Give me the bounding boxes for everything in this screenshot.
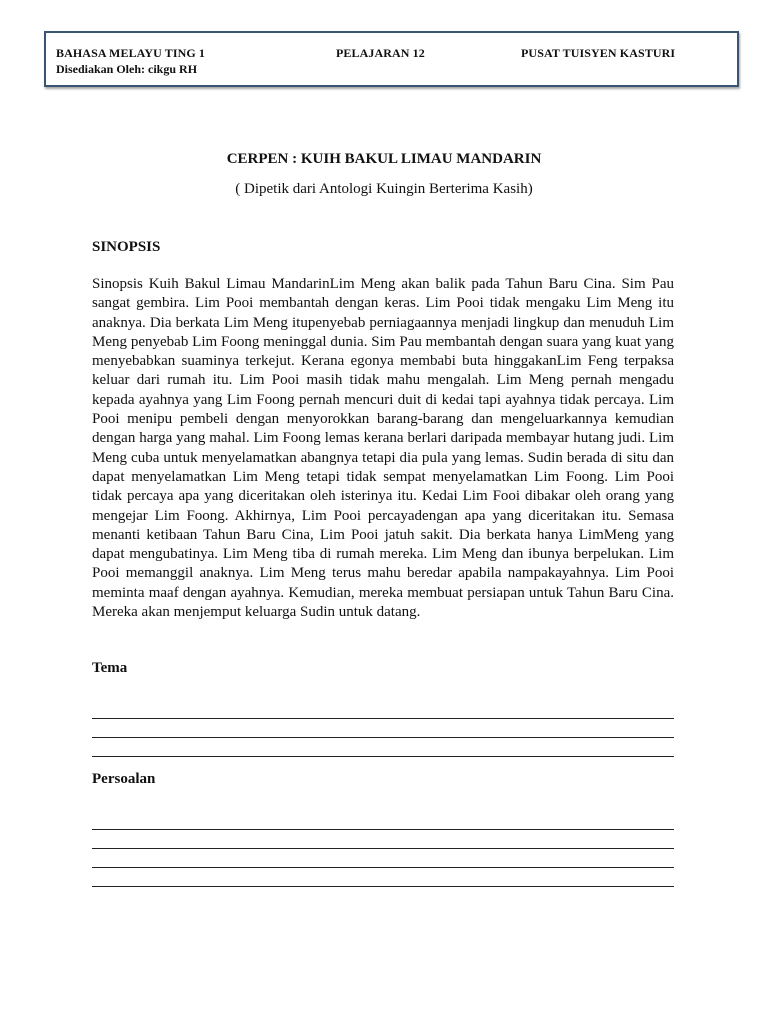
document-subtitle: ( Dipetik dari Antologi Kuingin Berterima Kasih)	[235, 181, 533, 197]
header-box	[44, 31, 739, 87]
tema-answer-line[interactable]	[92, 738, 674, 757]
persoalan-answer-line[interactable]	[92, 830, 674, 849]
persoalan-answer-line[interactable]	[92, 849, 674, 868]
tema-heading: Tema	[92, 660, 128, 676]
persoalan-heading: Persoalan	[92, 771, 156, 787]
header-prepared-by: Disediakan Oleh: cikgu RH	[56, 62, 198, 76]
persoalan-answer-line[interactable]	[92, 868, 674, 887]
persoalan-answer-line[interactable]	[92, 811, 674, 830]
synopsis-body: Sinopsis Kuih Bakul Limau MandarinLim Meng akan balik pada Tahun Baru Cina. Sim Pau sangat gembira. Lim Pooi membantah dengan keras. Lim Pooi tidak mengaku Lim Meng itu anaknya. Dia berkata Lim Meng itupenyebab perniagaannya menjadi lingkup dan menuduh Lim Meng penyebab Lim Foong meninggal dunia. Sim Pau membantah dengan suara yang kuat yang menyebabkan suaminya terkejut. Kerana egonya membabi buta hinggakanLim Feng terpaksa keluar dari rumah itu. Lim Pooi masih tidak mahu mengalah. Lim Meng pernah mengadu kepada ayahnya yang Lim Foong pernah mencuri duit di kedai tapi ayahnya tidak percaya. Lim Pooi menipu pembeli dengan menyorokkan barang-barang dan mengeluarkannya kemudian dengan harga yang mahal. Lim Foong lemas kerana berlari daripada membayar hutang judi. Lim Meng cuba untuk menyelamatkan abangnya tetapi dia pula yang lemas. Sudin berada di situ dan dapat menyelamatkan Lim Meng tetapi tidak sempat menyelamatkan Lim Foong. Lim Pooi tidak percaya apa yang diceritakan oleh isterinya itu. Kedai Lim Fooi dibakar oleh orang yang mengejar Lim Foong. Akhirnya, Lim Pooi percayadengan apa yang diceritakan itu. Semasa menanti ketibaan Tahun Baru Cina, Lim Pooi jatuh sakit. Dia berkata hanya LimMeng yang dapat mengubatinya. Lim Meng tiba di rumah mereka. Lim Meng dan ibunya berpelukan. Lim Pooi memanggil anaknya. Lim Meng terus mahu beredar apabila nampakayahnya. Lim Pooi meminta maaf dengan ayahnya. Kemudian, mereka membuat persiapan untuk Tahun Baru Cina. Mereka akan menjemput keluarga Sudin untuk datang.	[92, 276, 674, 621]
document-title: CERPEN : KUIH BAKUL LIMAU MANDARIN	[226, 151, 542, 167]
tema-answer-line[interactable]	[92, 700, 674, 719]
header-subject: BAHASA MELAYU TING 1	[56, 46, 206, 60]
header-lesson: PELAJARAN 12	[336, 46, 425, 60]
persoalan-answer-lines[interactable]	[92, 811, 674, 887]
tema-answer-line[interactable]	[92, 719, 674, 738]
header-tuition-center: PUSAT TUISYEN KASTURI	[521, 46, 676, 60]
tema-answer-lines[interactable]	[92, 700, 674, 757]
header-row	[56, 46, 727, 62]
synopsis-heading: SINOPSIS	[92, 239, 161, 255]
